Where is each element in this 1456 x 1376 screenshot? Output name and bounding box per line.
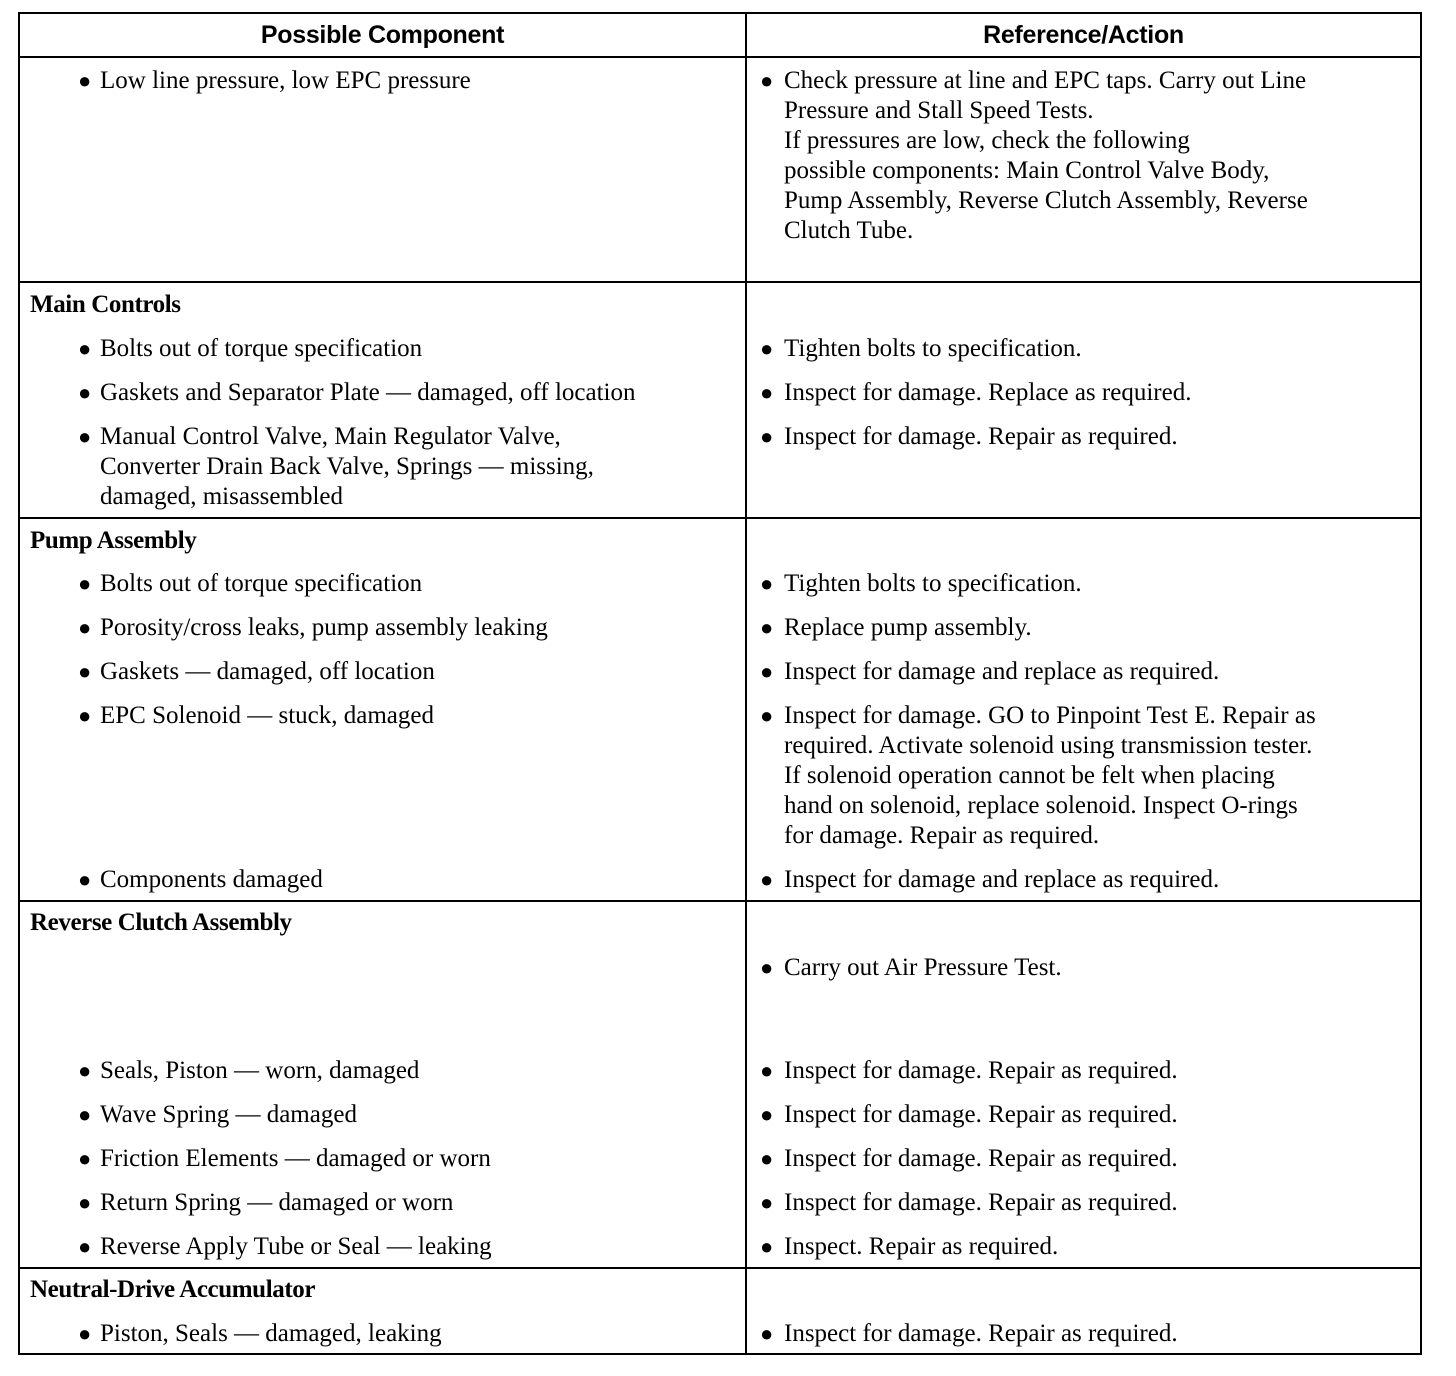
- bullet: ●: [78, 703, 92, 728]
- component-text: Friction Elements — damaged or worn: [100, 1145, 491, 1172]
- action-text: possible components: Main Control Valve Body,: [784, 157, 1270, 184]
- bullet: ●: [78, 380, 92, 405]
- row-divider: [20, 281, 1420, 283]
- bullet: ●: [78, 68, 92, 93]
- bullet: ●: [760, 703, 774, 728]
- bullet: ●: [78, 1058, 92, 1083]
- action-text: Inspect for damage. Repair as required.: [784, 1320, 1178, 1347]
- component-text: Bolts out of torque specification: [100, 570, 423, 597]
- bullet: ●: [760, 424, 774, 449]
- component-text: Converter Drain Back Valve, Springs — missing,: [100, 453, 594, 480]
- row-divider: [20, 1267, 1420, 1269]
- bullet: ●: [760, 1102, 774, 1127]
- action-text: for damage. Repair as required.: [784, 822, 1100, 849]
- action-text: Tighten bolts to specification.: [784, 335, 1082, 362]
- bullet: ●: [760, 1234, 774, 1259]
- action-text: Inspect for damage. GO to Pinpoint Test E. Repair as: [784, 702, 1316, 729]
- bullet: ●: [760, 1190, 774, 1215]
- component-text: Wave Spring — damaged: [100, 1101, 357, 1128]
- row-divider: [20, 517, 1420, 519]
- component-text: Gaskets and Separator Plate — damaged, off location: [100, 379, 636, 406]
- bullet: ●: [760, 336, 774, 361]
- action-text: Inspect for damage. Repair as required.: [784, 1189, 1178, 1216]
- section-title-neutral-drive-accumulator: Neutral-Drive Accumulator: [30, 1276, 316, 1303]
- component-text: Bolts out of torque specification: [100, 335, 423, 362]
- bullet: ●: [78, 659, 92, 684]
- row-divider: [20, 56, 1420, 58]
- action-text: Inspect for damage. Replace as required.: [784, 379, 1192, 406]
- action-text: Inspect for damage and replace as required.: [784, 658, 1220, 685]
- action-text: Tighten bolts to specification.: [784, 570, 1082, 597]
- action-text: If solenoid operation cannot be felt when placing: [784, 762, 1275, 789]
- bullet: ●: [78, 1102, 92, 1127]
- bullet: ●: [78, 424, 92, 449]
- bullet: ●: [760, 571, 774, 596]
- row-divider: [20, 900, 1420, 902]
- bullet: ●: [760, 1146, 774, 1171]
- section-title-reverse-clutch-assembly: Reverse Clutch Assembly: [30, 909, 292, 936]
- bullet: ●: [760, 1321, 774, 1346]
- action-text: Inspect. Repair as required.: [784, 1233, 1059, 1260]
- action-text: Inspect for damage and replace as required.: [784, 866, 1220, 893]
- component-text: Manual Control Valve, Main Regulator Valve,: [100, 423, 561, 450]
- component-text: damaged, misassembled: [100, 483, 343, 510]
- action-text: Check pressure at line and EPC taps. Carry out Line: [784, 67, 1307, 94]
- bullet: ●: [760, 380, 774, 405]
- bullet: ●: [760, 955, 774, 980]
- section-title-main-controls: Main Controls: [30, 291, 181, 318]
- bullet: ●: [78, 867, 92, 892]
- bullet: ●: [760, 1058, 774, 1083]
- bullet: ●: [78, 1321, 92, 1346]
- action-text: Inspect for damage. Repair as required.: [784, 1101, 1178, 1128]
- bullet: ●: [78, 615, 92, 640]
- action-text: Inspect for damage. Repair as required.: [784, 1057, 1178, 1084]
- action-text: If pressures are low, check the following: [784, 127, 1190, 154]
- troubleshooting-table: [18, 12, 1422, 1355]
- action-text: Replace pump assembly.: [784, 614, 1032, 641]
- bullet: ●: [760, 615, 774, 640]
- component-text: Piston, Seals — damaged, leaking: [100, 1320, 442, 1347]
- action-text: Inspect for damage. Repair as required.: [784, 423, 1178, 450]
- action-text: Clutch Tube.: [784, 217, 914, 244]
- component-text: Return Spring — damaged or worn: [100, 1189, 454, 1216]
- component-text: Porosity/cross leaks, pump assembly leaking: [100, 614, 548, 641]
- bullet: ●: [78, 1234, 92, 1259]
- component-text: EPC Solenoid — stuck, damaged: [100, 702, 434, 729]
- header-reference-action: Reference/Action: [983, 21, 1184, 49]
- bullet: ●: [760, 68, 774, 93]
- component-text: Reverse Apply Tube or Seal — leaking: [100, 1233, 492, 1260]
- action-text: hand on solenoid, replace solenoid. Inspect O-rings: [784, 792, 1298, 819]
- component-text: Gaskets — damaged, off location: [100, 658, 435, 685]
- column-divider: [745, 14, 747, 1355]
- header-possible-component: Possible Component: [260, 21, 505, 49]
- action-text: Carry out Air Pressure Test.: [784, 954, 1062, 981]
- bullet: ●: [760, 659, 774, 684]
- bullet: ●: [760, 867, 774, 892]
- bullet: ●: [78, 571, 92, 596]
- section-title-pump-assembly: Pump Assembly: [30, 527, 197, 554]
- component-text: Seals, Piston — worn, damaged: [100, 1057, 420, 1084]
- action-text: required. Activate solenoid using transmission tester.: [784, 732, 1313, 759]
- component-text: Low line pressure, low EPC pressure: [100, 67, 471, 94]
- bullet: ●: [78, 1190, 92, 1215]
- bullet: ●: [78, 1146, 92, 1171]
- action-text: Pressure and Stall Speed Tests.: [784, 97, 1094, 124]
- action-text: Pump Assembly, Reverse Clutch Assembly, Reverse: [784, 187, 1308, 214]
- bullet: ●: [78, 336, 92, 361]
- action-text: Inspect for damage. Repair as required.: [784, 1145, 1178, 1172]
- component-text: Components damaged: [100, 866, 323, 893]
